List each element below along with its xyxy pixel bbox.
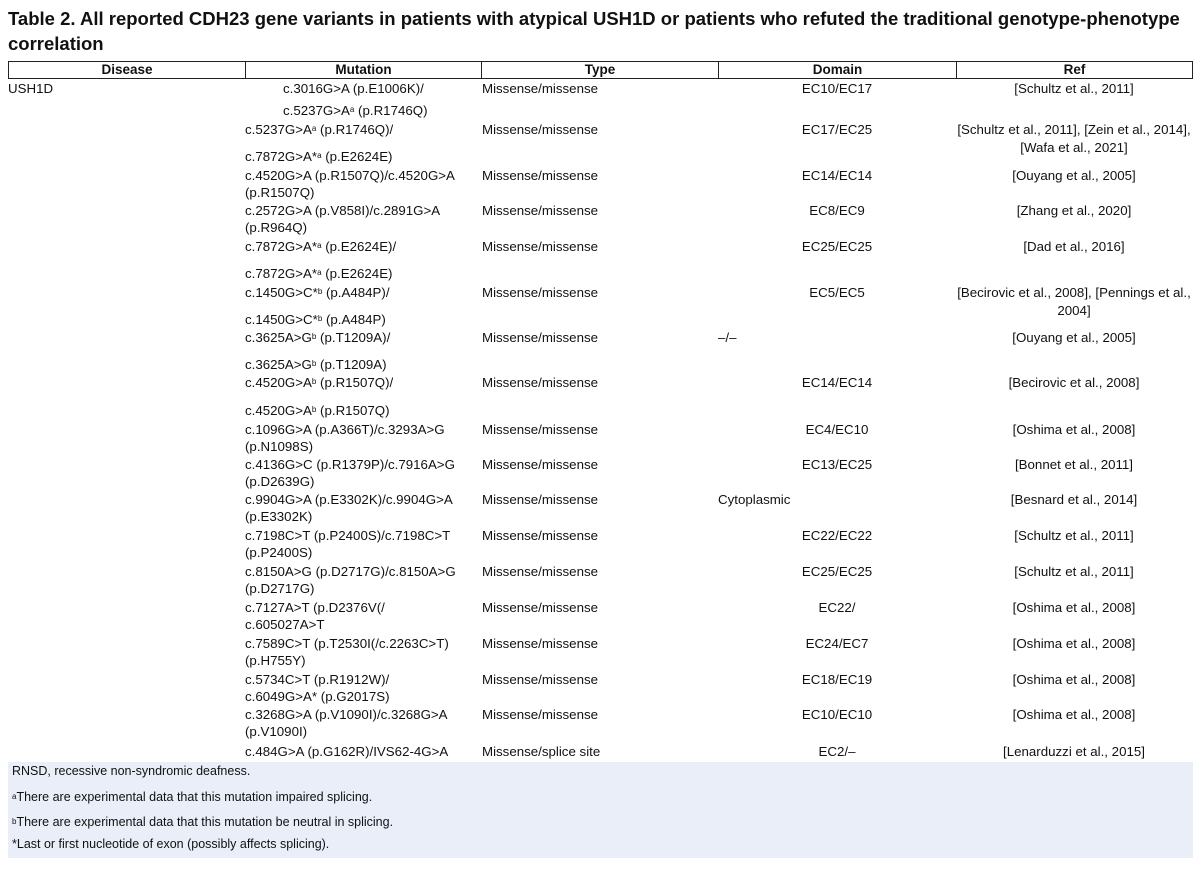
domain-cell: EC18/EC19	[801, 672, 873, 687]
mutation-line-2: (p.P2400S)	[245, 545, 313, 560]
header-type: Type	[482, 62, 719, 78]
domain-cell: EC14/EC14	[801, 168, 873, 183]
type-cell: Missense/missense	[482, 168, 599, 183]
mutation-line-2: c.1450G>C*$^b$ (p.A484P)	[245, 312, 386, 327]
header-domain: Domain	[719, 62, 957, 78]
type-cell: Missense/splice site	[482, 744, 601, 759]
ref-cell: [Oshima et al., 2008]	[1012, 672, 1136, 687]
domain-cell: EC25/EC25	[801, 239, 873, 254]
type-cell: Missense/missense	[482, 636, 599, 651]
type-cell: Missense/missense	[482, 330, 599, 345]
ref-cell: [Ouyang et al., 2005]	[1012, 330, 1136, 345]
type-cell: Missense/missense	[482, 81, 599, 96]
mutation-line-1: c.484G>A (p.G162R)/IVS62-4G>A	[245, 744, 449, 759]
type-cell: Missense/missense	[482, 600, 599, 615]
type-cell: Missense/missense	[482, 672, 599, 687]
mutation-line-2: c.7872G>A*$^a$ (p.E2624E)	[245, 149, 393, 164]
type-cell: Missense/missense	[482, 239, 599, 254]
type-cell: Missense/missense	[482, 375, 599, 390]
ref-cell: [Bonnet et al., 2011]	[1014, 457, 1134, 472]
table-title: Table 2. All reported CDH23 gene variants in patients with atypical USH1D or patients who refuted the traditional genotype-phenotype correlation	[8, 8, 1180, 54]
domain-cell: EC10/EC10	[801, 707, 873, 722]
mutation-line-1: $c.5237G>A^a$ (p.R1746Q)/	[245, 122, 394, 137]
domain-cell: –/–	[718, 330, 737, 345]
mutation-line-1: c.2572G>A (p.V858I)/c.2891G>A	[245, 203, 441, 218]
mutation-line-2: (p.N1098S)	[245, 439, 313, 454]
ref-cell: [Oshima et al., 2008]	[1012, 707, 1136, 722]
mutation-line-1: c.1096G>A (p.A366T)/c.3293A>G	[245, 422, 445, 437]
type-cell: Missense/missense	[482, 285, 599, 300]
type-cell: Missense/missense	[482, 492, 599, 507]
ref-cell: [Oshima et al., 2008]	[1012, 636, 1136, 651]
mutation-line-2: c.605027A>T	[245, 617, 325, 632]
mutation-line-2: (p.E3302K)	[245, 509, 313, 524]
domain-cell: EC22/EC22	[801, 528, 873, 543]
ref-cell: [Schultz et al., 2011]	[1014, 564, 1134, 579]
ref-cell: [Schultz et al., 2011], [Zein et al., 2014], [Wafa et al., 2021]	[957, 122, 1191, 155]
domain-cell: EC14/EC14	[801, 375, 873, 390]
type-cell: Missense/missense	[482, 564, 599, 579]
mutation-line-1: $c.4520G>A^b$ (p.R1507Q)/	[245, 375, 394, 390]
ref-cell: [Oshima et al., 2008]	[1012, 422, 1136, 437]
domain-cell: EC4/EC10	[805, 422, 869, 437]
ref-cell: [Becirovic et al., 2008], [Pennings et al., 2004]	[957, 285, 1191, 318]
type-cell: Missense/missense	[482, 203, 599, 218]
table-header	[8, 61, 1193, 79]
mutation-line-1: c.3268G>A (p.V1090I)/c.3268G>A	[245, 707, 448, 722]
mutation-line-2: (p.H755Y)	[245, 653, 306, 668]
mutation-line-1: c.8150A>G (p.D2717G)/c.8150A>G	[245, 564, 456, 579]
mutation-line-2: (p.D2717G)	[245, 581, 315, 596]
disease-cell: USH1D	[8, 81, 54, 96]
mutation-line-1: c.1450G>C*$^b$ (p.A484P)/	[245, 285, 390, 300]
domain-cell: EC24/EC7	[805, 636, 869, 651]
mutation-line-1: c.7127A>T (p.D2376V(/	[245, 600, 385, 615]
mutation-line-1: c.7589C>T (p.T2530I(/c.2263C>T)	[245, 636, 449, 651]
footnote-b: $^b$There are experimental data that this mutation be neutral in splicing.	[12, 815, 394, 829]
domain-cell: EC22/	[818, 600, 856, 615]
mutation-line-2: (p.R964Q)	[245, 220, 308, 235]
domain-cell: EC2/–	[818, 744, 856, 759]
ref-cell: [Schultz et al., 2011]	[1014, 528, 1134, 543]
domain-cell: EC10/EC17	[801, 81, 873, 96]
ref-cell: [Lenarduzzi et al., 2015]	[1003, 744, 1145, 759]
mutation-line-2: c.7872G>A*$^a$ (p.E2624E)	[245, 266, 393, 281]
ref-cell: [Zhang et al., 2020]	[1016, 203, 1132, 218]
type-cell: Missense/missense	[482, 528, 599, 543]
mutation-line-2: c.6049G>A* (p.G2017S)	[245, 689, 390, 704]
footnote-a: $^a$There are experimental data that this mutation impaired splicing.	[12, 790, 373, 804]
ref-cell: [Oshima et al., 2008]	[1012, 600, 1136, 615]
mutation-line-1: c.7872G>A*$^a$ (p.E2624E)/	[245, 239, 397, 254]
domain-cell: EC17/EC25	[801, 122, 873, 137]
ref-cell: [Dad et al., 2016]	[1023, 239, 1125, 254]
type-cell: Missense/missense	[482, 122, 599, 137]
mutation-line-2: $c.3625A>G^b$ (p.T1209A)	[245, 357, 387, 372]
footnote-rnsd: RNSD, recessive non-syndromic deafness.	[12, 764, 251, 778]
domain-cell: EC5/EC5	[809, 285, 865, 300]
mutation-line-1: c.5734C>T (p.R1912W)/	[245, 672, 390, 687]
mutation-line-2: $c.5237G>A^a$ (p.R1746Q)	[283, 103, 428, 118]
mutation-line-1: c.4520G>A (p.R1507Q)/c.4520G>A	[245, 168, 455, 183]
type-cell: Missense/missense	[482, 457, 599, 472]
ref-cell: [Schultz et al., 2011]	[1014, 81, 1134, 96]
header-disease: Disease	[9, 62, 246, 78]
mutation-line-1: c.4136G>C (p.R1379P)/c.7916A>G	[245, 457, 455, 472]
mutation-line-1: $c.3625A>G^b$ (p.T1209A)/	[245, 330, 391, 345]
mutation-line-2: (p.V1090I)	[245, 724, 308, 739]
mutation-line-1: c.3016G>A (p.E1006K)/	[283, 81, 424, 96]
mutation-line-1: c.9904G>A (p.E3302K)/c.9904G>A	[245, 492, 453, 507]
domain-cell: EC25/EC25	[801, 564, 873, 579]
header-ref: Ref	[1063, 62, 1086, 77]
ref-cell: [Ouyang et al., 2005]	[1012, 168, 1136, 183]
footnote-asterisk: *Last or first nucleotide of exon (possibly affects splicing).	[12, 837, 330, 851]
domain-cell: Cytoplasmic	[718, 492, 791, 507]
domain-cell: EC8/EC9	[809, 203, 865, 218]
table-footnotes	[8, 762, 1193, 858]
mutation-line-2: $c.4520G>A^b$ (p.R1507Q)	[245, 403, 390, 418]
type-cell: Missense/missense	[482, 707, 599, 722]
mutation-line-2: (p.R1507Q)	[245, 185, 315, 200]
type-cell: Missense/missense	[482, 422, 599, 437]
header-mutation: Mutation	[246, 62, 482, 78]
domain-cell: EC13/EC25	[801, 457, 873, 472]
ref-cell: [Becirovic et al., 2008]	[1008, 375, 1140, 390]
ref-cell: [Besnard et al., 2014]	[1010, 492, 1138, 507]
mutation-line-2: (p.D2639G)	[245, 474, 315, 489]
mutation-line-1: c.7198C>T (p.P2400S)/c.7198C>T	[245, 528, 451, 543]
